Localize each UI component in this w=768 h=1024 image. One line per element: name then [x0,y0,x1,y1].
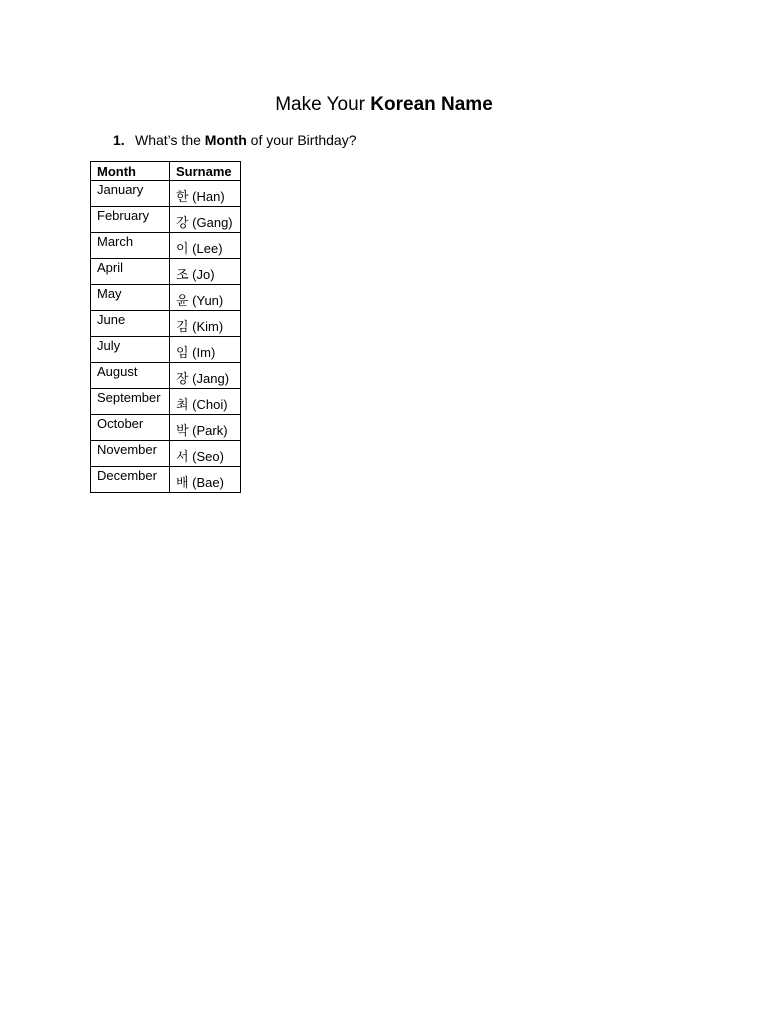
header-surname: Surname [170,162,241,181]
question-text-bold: Month [204,132,247,148]
table-row [91,207,241,233]
table-row [91,415,241,441]
month-cell: March [91,233,170,259]
surname-cell: 김 (Kim) [170,311,241,337]
surname-cell: 강 (Gang) [170,207,241,233]
month-cell: September [91,389,170,415]
table-row [91,389,241,415]
month-cell: May [91,285,170,311]
question-number: 1. [113,132,125,148]
month-cell: February [91,207,170,233]
month-cell: August [91,363,170,389]
table-row [91,441,241,467]
surname-cell: 임 (Im) [170,337,241,363]
month-surname-table [90,161,241,493]
month-cell: December [91,467,170,493]
page-title [0,92,768,118]
question-text-before: What’s the [135,132,205,148]
month-cell: November [91,441,170,467]
table-row [91,363,241,389]
surname-cell: 장 (Jang) [170,363,241,389]
month-cell: June [91,311,170,337]
surname-cell: 서 (Seo) [170,441,241,467]
table-header-row [91,162,241,181]
month-cell: July [91,337,170,363]
page-title-prefix: Make Your [275,94,371,115]
table-row [91,467,241,493]
table-row [91,181,241,207]
table-row [91,233,241,259]
page-title-emphasis: Korean Name [370,94,493,115]
surname-cell: 배 (Bae) [170,467,241,493]
table-row [91,337,241,363]
month-cell: October [91,415,170,441]
month-cell: January [91,181,170,207]
surname-cell: 조 (Jo) [170,259,241,285]
surname-cell: 이 (Lee) [170,233,241,259]
surname-cell: 윤 (Yun) [170,285,241,311]
question-text-after: of your Birthday? [246,132,357,148]
header-month: Month [91,162,170,181]
table-row [91,259,241,285]
table-row [91,285,241,311]
question-1 [113,131,357,149]
month-cell: April [91,259,170,285]
surname-cell: 박 (Park) [170,415,241,441]
surname-cell: 최 (Choi) [170,389,241,415]
surname-cell: 한 (Han) [170,181,241,207]
table-row [91,311,241,337]
